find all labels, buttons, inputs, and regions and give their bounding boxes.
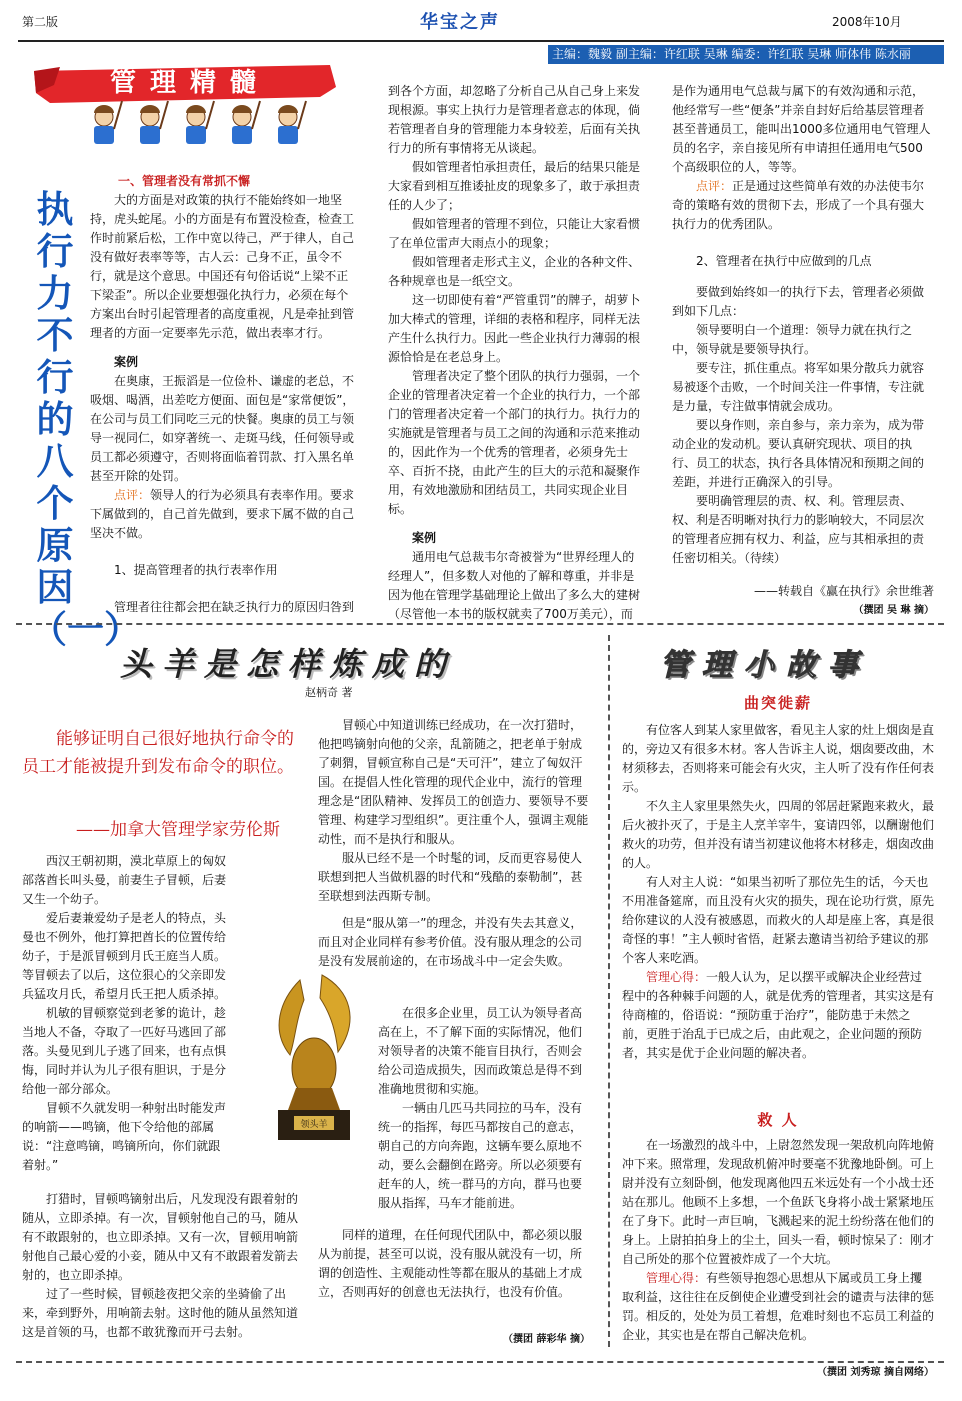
golden-ram-trophy-image [240,960,380,1150]
ram-trophy-graphic [240,960,380,1150]
editors-bar: 主编：魏毅 副主编：许红联 吴琳 编委：许红联 吴琳 师体伟 陈水丽 [548,45,944,64]
paragraph: 在很多企业里，员工认为领导者高高在上，不了解下面的实际情况，他们对领导者的决策不能盲目执行，否则会给公司造成损失，因而政策总是得不到准确地贯彻和实施。 [378,1006,583,1096]
paragraph: 要明确管理层的责、权、利。管理层责、权、利是否明晰对执行力的影响较大，不同层次的管理者应拥有权力、利益，应与其相承担的责任密切相关。（待续） [672,494,925,565]
paragraph: 西汉王朝初期，漠北草原上的匈奴部落酋长叫头曼，前妻生子冒顿，后妻又生一个幼子。 [22,854,227,906]
paragraph: 不久主人家里果然失火，四周的邻居赶紧跑来救火，最后火被扑灭了，于是主人烹羊宰牛，宴请四邻，以酬谢他们救火的功劳，但并没有请当初建议他将木材移走，烟囱改曲的人。 [622,799,935,870]
paragraph: 有人对主人说：“如果当初听了那位先生的话，今天也不用准备筵席，而且没有火灾的损失，现在论功行赏，原先给你建议的人没有被感恩，而救火的人却是座上客，真是很奇怪的事！”主人顿时省悟，赶紧去邀请当初给予建议的那个客人来吃酒。 [622,875,935,965]
management-banner [30,63,340,151]
banner-title: 管理精髓 [109,68,270,98]
case-label: 案例 [412,531,437,545]
article1-column2 [388,82,646,624]
comment-label: 管理心得： [646,970,707,984]
paragraph: 到各个方面，却忽略了分析自己从自己身上来发现根源。事实上执行力是管理者意志的体现，倘若管理者自身的管理能力本身较差，后面有关执行力的所有事情将无从谈起。 [388,84,641,155]
paragraph: 过了一些时候，冒顿趁夜把父亲的坐骑偷了出来，牵到野外，用响箭去射。这时他的随从虽然知道这是首领的马，也都不敢犹豫而开弓去射。 [22,1287,299,1339]
header-rule [18,40,944,42]
paragraph: 服从已经不是一个时髦的词，反而更容易使人联想到把人当做机器的时代和“残酷的泰勒制”，甚至联想到法西斯专制。 [318,851,583,903]
quote-attribution: ——加拿大管理学家劳伦斯 [76,820,280,840]
paragraph: 打猎时，冒顿鸣镝射出后，凡发现没有跟着射的随从，立即杀掉。有一次，冒顿射他自己的马，随从有不敢跟射的，也立即杀掉。又有一次，冒顿用响箭射他自己最心爱的小妾，随从中又有不敢跟着发箭去射的，也立即杀掉。 [22,1192,299,1282]
story2-title: 救 人 [757,1111,799,1129]
paragraph: 同样的道理，在任何现代团队中，都必须以服从为前提，甚至可以说，没有服从就没有一切，所谓的创造性、主观能动性等都在服从的基础上才成立，否则再好的创意也无法执行，也没有价值。 [318,1228,583,1299]
case-paragraph: 通用电气总裁韦尔奇被誉为“世界经理人的经理人”，但多数人对他的了解和尊重，并非是因为他在管理学基础理论上做出了多么大的建树（尽管他一本书的版权就卖了700万美元），而 [388,550,641,621]
paragraph: 假如管理者的管理不到位，只能让大家看惯了在单位雷声大雨点小的现象； [388,217,641,250]
paragraph: 爱后妻兼爱幼子是老人的特点，头曼也不例外，他打算把酋长的位置传给幼子，于是派冒顿到月氏王庭当人质。等冒顿去了以后，这位狠心的父亲即发兵猛攻月氏，希望月氏王把人质杀掉。 [22,911,227,1001]
issue-date: 2008年10月 [832,15,902,29]
comment-text: 一般人认为，足以摆平或解决企业经营过程中的各种棘手问题的人，就是优秀的管理者，其实这是有待商榷的，俗语说：“预防重于治疗”，能防患于未然之前，更胜于治乱于已成之后，由此观之，企业问题的预防者，其实是优于企业问题的解决者。 [622,970,935,1060]
paragraph: 管理者往往都会把在缺乏执行力的原因归咎到 [114,600,355,614]
editor-credit: （撰团 吴 琳 摘） [853,605,934,616]
article-vertical-title: 执行力不行的八个原因（一） [30,187,141,651]
comment-label: 管理心得： [646,1271,707,1285]
paragraph: 领导要明白一个道理：领导力就在执行之中，领导就是要领导执行。 [672,323,913,356]
comment-text: 有些领导抱怨心思想从下属或员工身上攫取利益，这往往在反倒使企业遭受到社会的谴责与法律的惩罚。相反的，处处为员工着想，危难时刻也不忘员工利益的企业，其实也是在帮自己解决危机。 [622,1271,935,1342]
subheading: 2、管理者在执行中应做到的几点 [696,254,872,268]
article3-body [622,694,934,1382]
editor-credit: （撰团 薛彩华 摘） [503,1334,590,1345]
article2-column2a [318,716,590,971]
paragraph: 要专注，抓住重点。将军如果分散兵力就容易被逐个击败，一个时间关注一件事情，专注就是力量，专注做事情就会成功。 [672,361,925,413]
comment-label: 点评： [114,488,151,502]
comment-text: 正是通过这些简单有效的办法使韦尔奇的策略有效的贯彻下去，形成了一个具有强大执行力的优秀团队。 [672,179,925,231]
bottom-divider [16,1361,944,1363]
article2-author: 赵柄奇 著 [305,686,353,699]
source-citation: ——转载自《赢在执行》余世维著 [753,584,934,598]
paragraph: 但是“服从第一”的理念，并没有失去其意义，而且对企业同样有参考价值。没有服从理念的公司是没有发展前途的，在市场战斗中一定会失败。 [318,916,583,968]
page-number: 第二版 [22,15,59,29]
case-label: 案例 [114,355,139,369]
paragraph: 要以身作则，亲自参与，亲力亲为，成为带动企业的发动机。要认真研究现状、项目的执行、员工的状态，执行各具体情况和预期之间的差距，并进行正确深入的引导。 [672,418,925,489]
paragraph: 是作为通用电气总裁与属下的有效沟通和示范，他经常写一些“便条”并亲自封好后给基层管理者甚至普通员工，能叫出1000多位通用电气管理人员的名字，亲自接见所有申请担任通用电气500个高级职位的人，等等。 [672,84,931,174]
article1-column1 [90,172,360,617]
article2-column1a [22,852,230,1004]
article2-column1c [22,1190,302,1342]
paragraph: 冒顿心中知道训练已经成功，在一次打猎时，他把鸣镝射向他的父亲，乱箭随之，把老单于射成了刺猬，冒顿宣称自己是“天可汗”，建立了匈奴汗国。在提倡人性化管理的现代企业中，流行的管理理念是“团队精神、发挥员工的创造力、要领导不要管理、构建学习型组织”。更注重个人，强调主观能动性，而不是执行和服从。 [318,718,589,846]
article2-title: 头羊是怎样炼成的 [120,645,457,683]
trophy-plaque-text: 领头羊 [300,1120,328,1130]
paragraph: 机敏的冒顿察觉到老爹的诡计，趁当地人不备，夺取了一匹好马逃回了部落。头曼见到儿子逃了回来，也有点惧悔，同时并认为儿子很有胆识，于是分给他一部分部众。 [22,1006,227,1096]
column-divider [608,635,610,1347]
case-paragraph: 在奥康，王振滔是一位俭朴、谦虚的老总，不吸烟、喝酒，出差吃方便面、面包是“家常便饭”，在公司与员工们同吃三元的快餐。奥康的员工与领导一视同仁，如穿著统一、走斑马线，任何领导或员工都必须遵守，否则将面临着罚款、打入黑名单甚至开除的处罚。 [90,374,355,483]
article2-column1b [22,1004,230,1175]
paragraph: 冒顿不久就发明一种射出时能发声的响箭——鸣镝，他下令给他的部属说：“注意鸣镝，鸣镝所向，你们就跟着射。” [22,1101,227,1172]
pull-quote: 能够证明自己很好地执行命令的员工才能被提升到发布命令的职位。 [22,729,294,777]
comment-label: 点评： [696,179,733,193]
paragraph: 假如管理者走形式主义，企业的各种文件、各种规章也是一纸空文。 [388,255,641,288]
paragraph: 一辆由几匹马共同拉的马车，没有统一的指挥，每匹马都按自己的意志，朝自己的方向奔跑，这辆车要么原地不动，要么会翻倒在路旁。所以必须要有赶车的人，统一群马的方向，群马也要服从指挥，马车才能前进。 [378,1101,583,1210]
section-divider [16,623,944,625]
story1-title: 曲突徙薪 [743,694,812,712]
subheading: 1、提高管理者的执行表率作用 [114,563,278,577]
article3-title: 管理小故事 [660,648,870,683]
section1-heading: 一、管理者没有常抓不懈 [118,174,251,188]
newspaper-title: 华宝之声 [420,12,500,33]
article1-column3 [672,82,934,620]
paragraph: 大的方面是对政策的执行不能始终如一地坚持，虎头蛇尾。小的方面是有布置没检查，检查工作时前紧后松，工作中宽以待己，严于律人，自己没有做好表率等等，古人云：己身不正，虽令不行，就是这个意思。中国还有句俗话说“上梁不正下梁歪”。所以企业要想强化执行力，必须在每个方案出台时引起管理者的高度重视，凡是牵扯到管理者的方面一定要率先示范，做出表率才行。 [90,193,355,340]
article2-column2c [318,1226,590,1349]
paragraph: 要做到始终如一的执行下去，管理者必须做到如下几点： [672,285,925,318]
paragraph: 管理者决定了整个团队的执行力强弱，一个企业的管理者决定着一个企业的执行力，一个部门的管理者决定着一个部门的执行力。执行力的实施就是管理者与员工之间的沟通和示范来推动的，因此作为一个优秀的管理者，必须身先士卒、百折不挠，由此产生的巨大的示范和凝聚作用，有效地激励和团结员工，共同实现企业目标。 [388,369,641,516]
editor-credit: （撰团 刘秀琼 摘自网络） [817,1367,934,1378]
paragraph: 这一切即使有着“严管重罚”的牌子，胡萝卜加大棒式的管理，详细的表格和程序，同样无法产生什么执行力。因此一些企业执行力薄弱的根源恰恰是在老总身上。 [388,293,641,364]
paragraph: 有位客人到某人家里做客，看见主人家的灶上烟囱是直的，旁边又有很多木材。客人告诉主人说，烟囱要改曲，木材须移去，否则将来可能会有火灾，主人听了没有作任何表示。 [622,723,935,794]
article2-column2b [378,1004,590,1213]
paragraph: 在一场激烈的战斗中，上尉忽然发现一架敌机向阵地俯冲下来。照常理，发现敌机俯冲时要毫不犹豫地卧倒。可上尉并没有立刻卧倒，他发现离他四五米远处有一个小战士还站在那儿。他顾不上多想，一个鱼跃飞身将小战士紧紧地压在了身下。此时一声巨响，飞溅起来的泥土纷纷落在他们的身上。上尉拍拍身上的尘土，回头一看，顿时惊呆了：刚才自己所处的那个位置被炸成了一个大坑。 [622,1138,935,1266]
paragraph: 假如管理者怕承担责任，最后的结果只能是大家看到相互推诿扯皮的现象多了，敢于承担责任的人少了； [388,160,641,212]
comment-text: 领导人的行为必须具有表率作用。要求下属做到的，自己首先做到，要求下属不做的自己坚决不做。 [90,488,355,540]
